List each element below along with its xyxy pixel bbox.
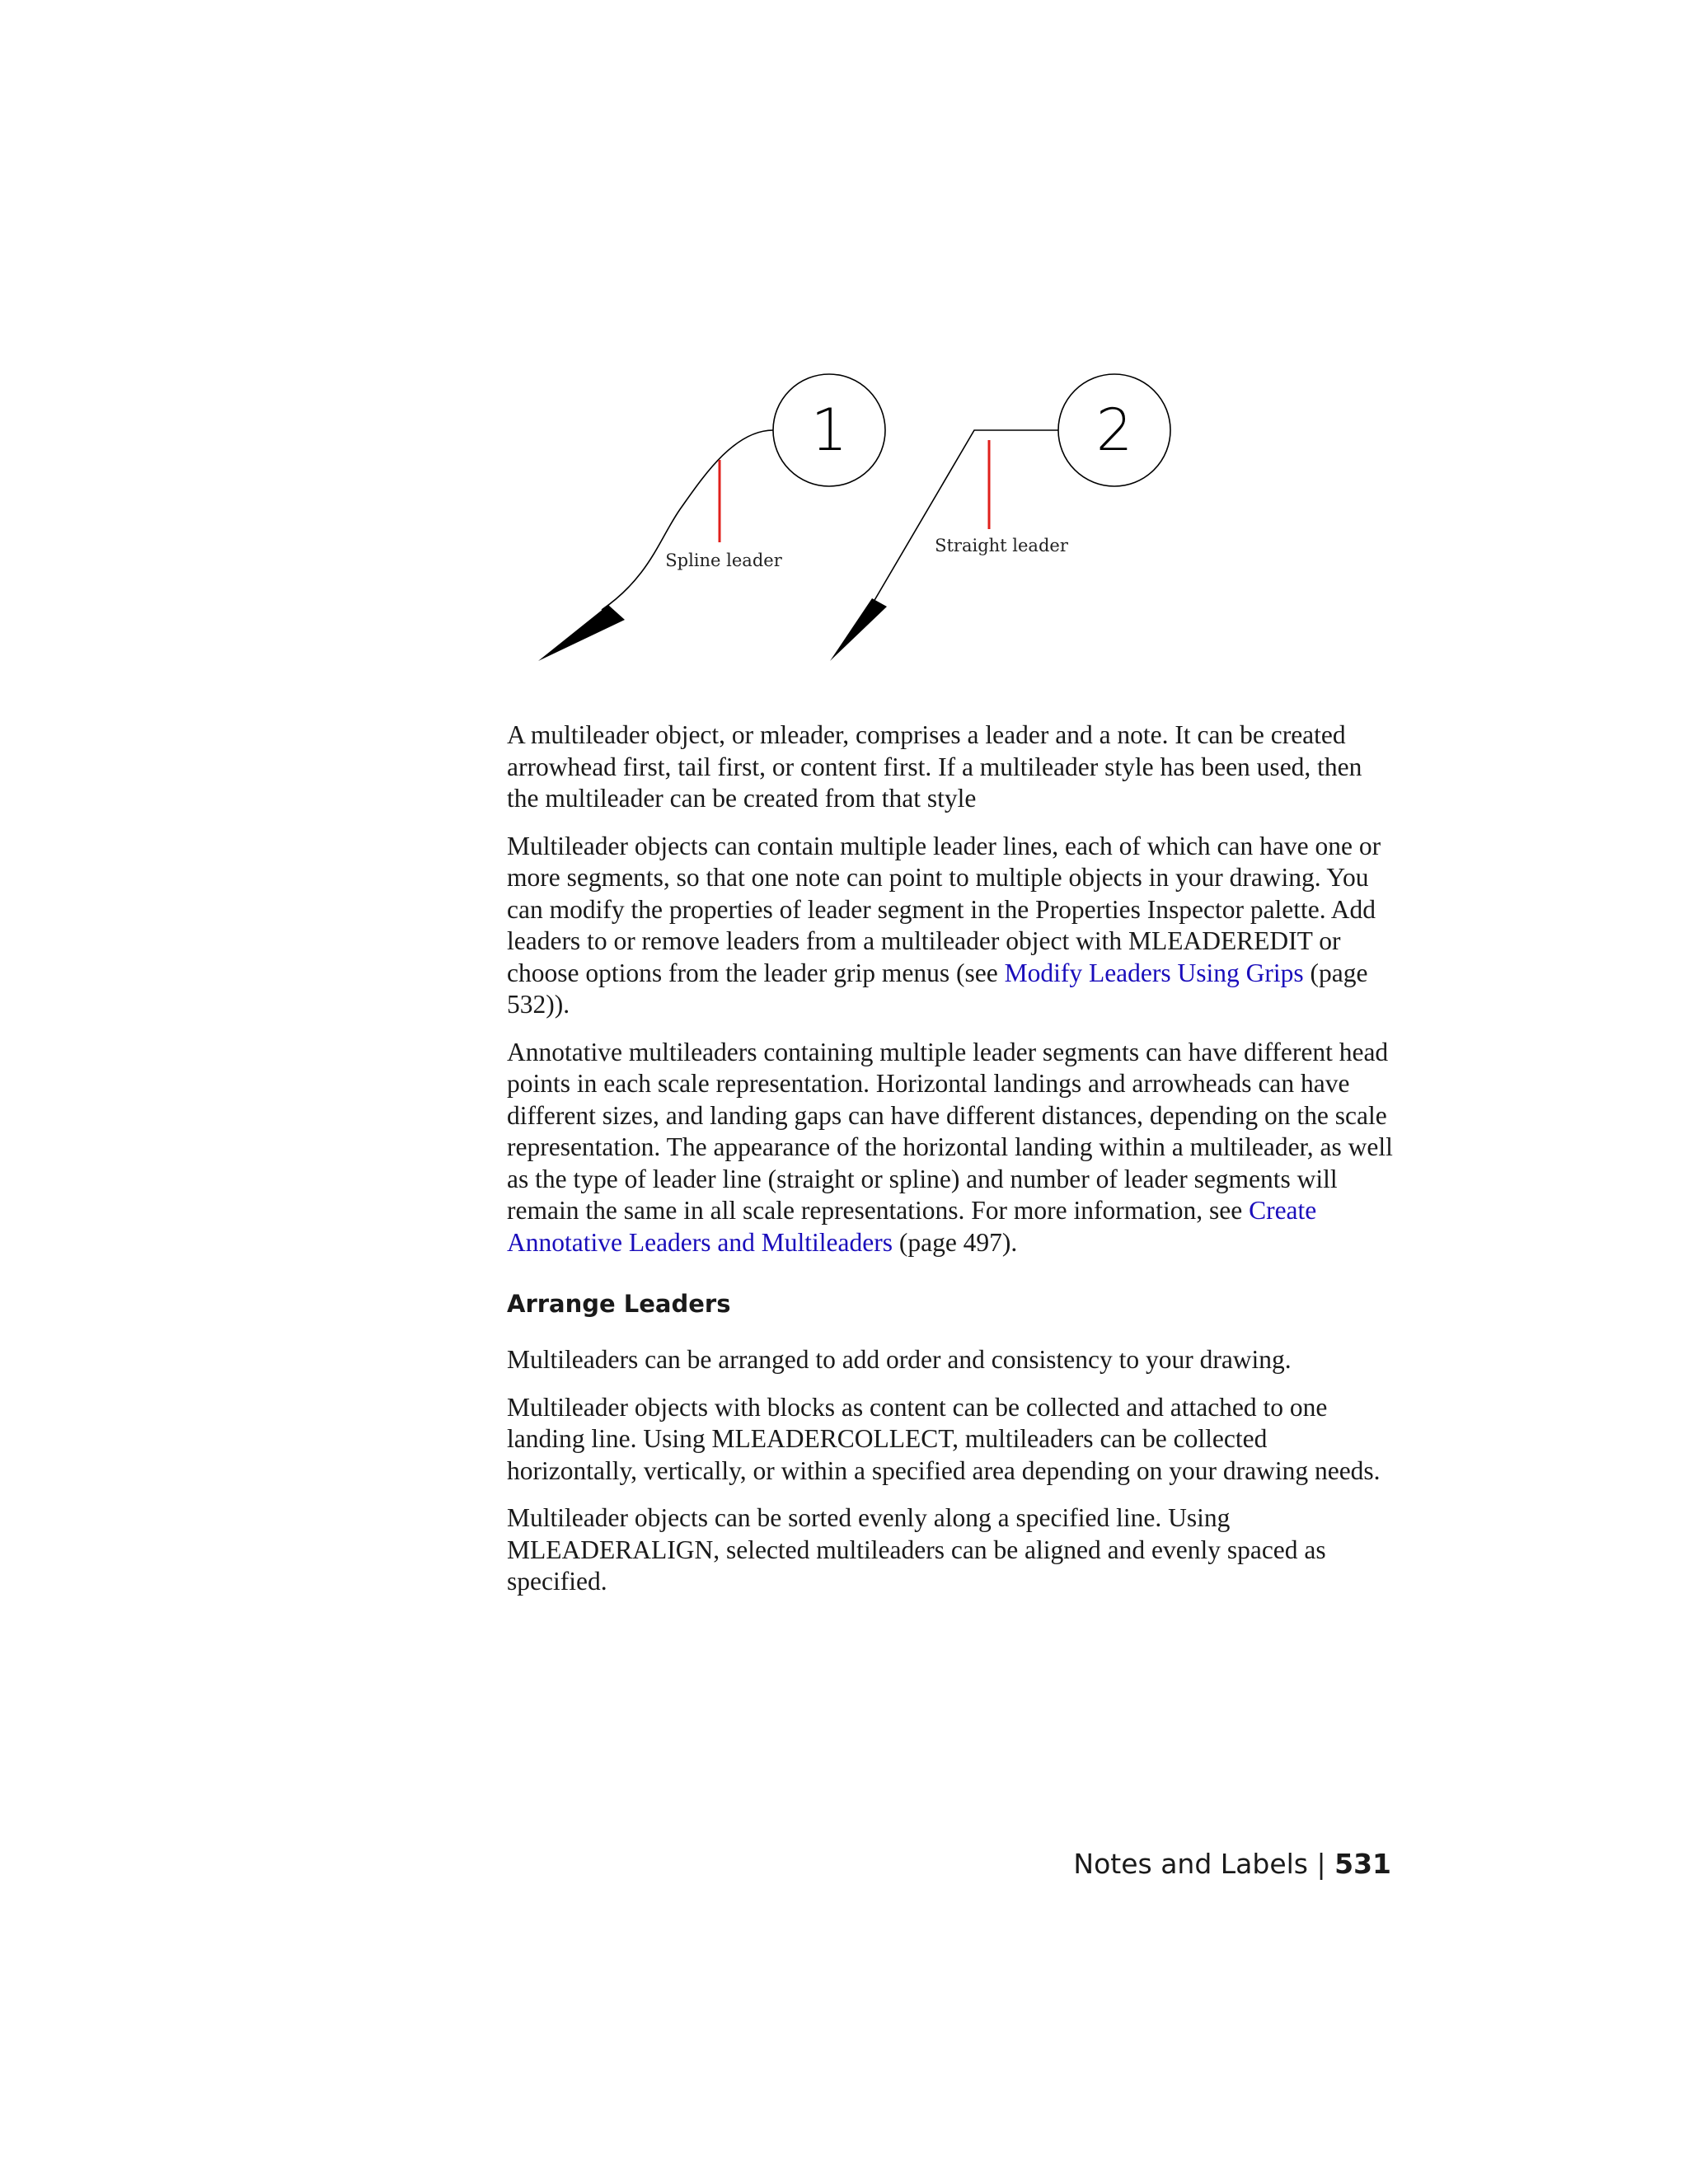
page-number: 531 [1334, 1848, 1391, 1880]
footer-separator: | [1316, 1848, 1326, 1880]
page-body [507, 719, 1397, 1614]
straight-arrowhead [830, 598, 887, 661]
paragraph-arrange-intro: Multileaders can be arranged to add order and consistency to your drawing. [507, 1345, 1292, 1374]
leader-diagram [511, 363, 1187, 676]
straight-leader-line [874, 430, 1058, 602]
spline-arrowhead [538, 605, 625, 661]
paragraph-multiple-leader-lines [507, 831, 1397, 1021]
page-footer [989, 1846, 1391, 1882]
paragraph-mleadercollect: Multileader objects with blocks as content can be collected and attached to one landing line. Using MLEADERCOLLECT, multileaders can be collected horizontally, vertically, or within a specified area depending on your drawing needs. [507, 1392, 1381, 1485]
paragraph-text: Multileader objects can contain multiple leader lines, each of which can have one or more segments, so that one note can point to multiple objects in your drawing. You can modify the properties of leader segment in the Properties Inspector palette. Add leaders to or remove leaders from a multileader object with MLEADEREDIT or choose options from the leader grip menus (see [507, 831, 1381, 987]
link-create-annotative-leaders[interactable]: Create Annotative Leaders and Multileaders [507, 1196, 1317, 1257]
section-heading-arrange-leaders: Arrange Leaders [507, 1290, 731, 1318]
paragraph-text: Annotative multileaders containing multiple leader segments can have different head points in each scale representation. Horizontal landings and arrowheads can have different sizes, and landing gaps can have different distances, depending on the scale representation. The appearance of the horizontal landing within a multileader, as well as the type of leader line (straight or spline) and number of leader segments will remain the same in all scale representations. For more information, see [507, 1037, 1393, 1225]
link-modify-leaders-using-grips[interactable]: Modify Leaders Using Grips [1004, 958, 1304, 987]
straight-leader-label: Straight leader [935, 536, 1068, 555]
spline-leader-label: Spline leader [665, 551, 782, 570]
paragraph-annotative-multileaders [507, 1037, 1397, 1259]
paragraph-multileader-intro: A multileader object, or mleader, comprises a leader and a note. It can be created arrowhead first, tail first, or content first. If a multileader style has been used, then the multileader can be created from that style [507, 720, 1362, 813]
circle-2-number: 2 [1095, 396, 1133, 464]
circle-1-number: 1 [810, 396, 848, 464]
paragraph-text: (page 497). [892, 1227, 1018, 1257]
leader-figure [511, 363, 1187, 676]
paragraph-text: (page 532)). [507, 958, 1368, 1019]
paragraph-mleaderalign: Multileader objects can be sorted evenly along a specified line. Using MLEADERALIGN, selected multileaders can be aligned and evenly spaced as specified. [507, 1503, 1326, 1596]
footer-section-title: Notes and Labels [1073, 1848, 1308, 1880]
spline-leader-line [602, 430, 773, 610]
